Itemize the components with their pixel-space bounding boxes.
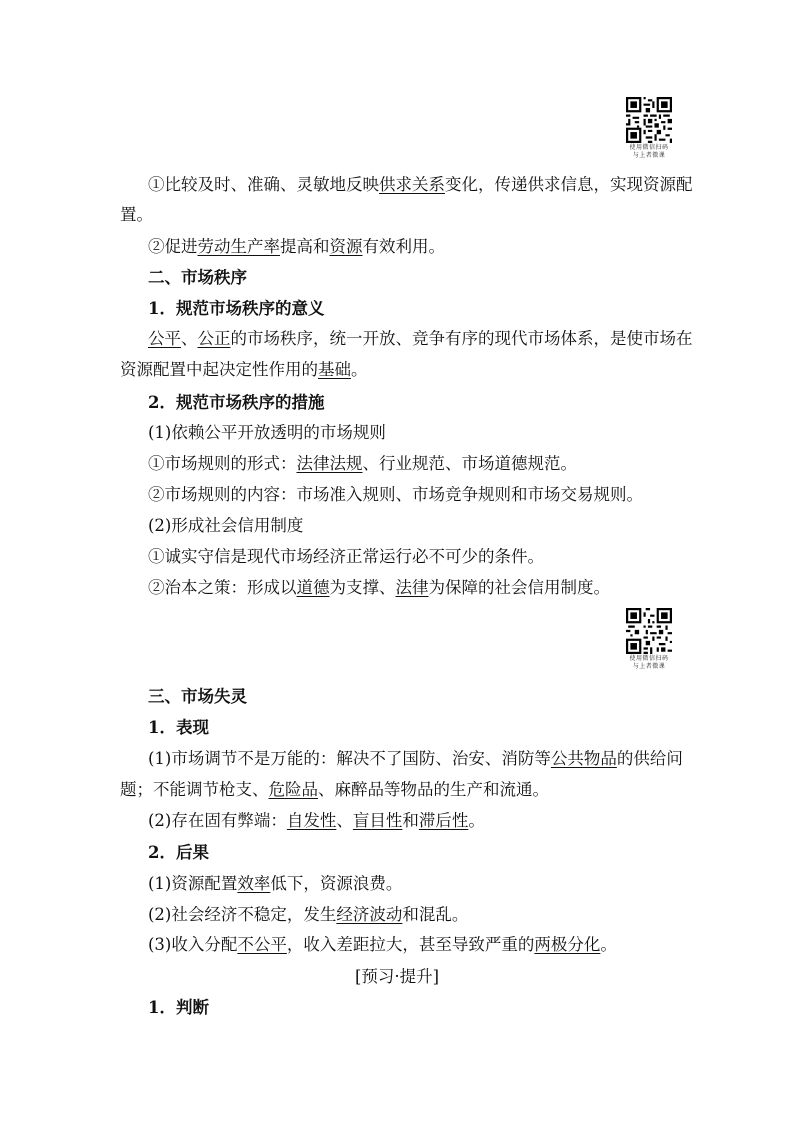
paragraph-line: (1)依赖公平开放透明的市场规则 — [148, 423, 386, 442]
paragraph-line: (1)资源配置效率低下，资源浪费。 — [148, 874, 403, 893]
blank-answer: 效率 — [237, 874, 271, 893]
blank-answer: 公正 — [197, 329, 231, 348]
blank-answer: 基础 — [318, 360, 351, 379]
blank-answer: 供求关系 — [379, 175, 445, 194]
blank-answer: 危险品 — [268, 780, 318, 799]
blank-answer: 法律 — [395, 578, 429, 597]
blank-answer: 道德 — [296, 578, 330, 597]
paragraph-line: (2)形成社会信用制度 — [148, 516, 304, 535]
blank-answer: 不公平 — [237, 935, 287, 954]
blank-answer: 劳动生产率 — [197, 237, 280, 256]
blank-answer: 资源 — [329, 237, 363, 256]
blank-answer: 公平 — [148, 329, 181, 348]
qr-code-top[interactable] — [626, 97, 672, 160]
paragraph-line: 题；不能调节枪支、危险品、麻醉品等物品的生产和流通。 — [120, 780, 549, 799]
qr-caption: 使用微信扫码 与上者微课 — [629, 144, 669, 159]
blank-answer: 滞后性 — [418, 811, 469, 830]
paragraph-line: ①市场规则的形式：法律法规、行业规范、市场道德规范。 — [148, 454, 577, 473]
paragraph-line: 置。 — [120, 205, 153, 224]
paragraph-line: ②治本之策：形成以道德为支撑、法律为保障的社会信用制度。 — [148, 578, 610, 597]
qr-code-image — [626, 608, 672, 654]
practice-heading: [预习·提升] — [354, 967, 440, 986]
section-heading: 二、市场秩序 — [148, 268, 247, 287]
blank-answer: 两极分化 — [534, 935, 601, 954]
qr-code-image — [626, 97, 672, 143]
paragraph-line: (2)社会经济不稳定，发生经济波动和混乱。 — [148, 905, 469, 924]
paragraph-line: 资源配置中起决定性作用的基础。 — [120, 360, 368, 379]
blank-answer: 自发性 — [286, 811, 337, 830]
paragraph-line: (3)收入分配不公平，收入差距拉大，甚至导致严重的两极分化。 — [148, 935, 617, 954]
subsection-heading: 2．后果 — [148, 843, 209, 862]
subsection-heading: 2．规范市场秩序的措施 — [148, 393, 325, 412]
subsection-heading: 1．判断 — [148, 998, 209, 1017]
blank-answer: 盲目性 — [352, 811, 403, 830]
paragraph-line: ②市场规则的内容：市场准入规则、市场竞争规则和市场交易规则。 — [148, 485, 643, 504]
section-heading: 三、市场失灵 — [148, 687, 247, 706]
paragraph-line: (2)存在固有弊端：自发性、盲目性和滞后性。 — [148, 811, 485, 830]
paragraph-line: ①诚实守信是现代市场经济正常运行必不可少的条件。 — [148, 547, 544, 566]
qr-caption: 使用微信扫码 与上者微课 — [629, 655, 669, 670]
paragraph-line: ①比较及时、准确、灵敏地反映供求关系变化，传递供求信息，实现资源配 — [148, 175, 693, 194]
qr-code-middle[interactable] — [626, 608, 672, 671]
blank-answer: 法律法规 — [296, 454, 363, 473]
paragraph-line: ②促进劳动生产率提高和资源有效利用。 — [148, 237, 445, 256]
subsection-heading: 1．规范市场秩序的意义 — [148, 299, 325, 318]
blank-answer: 经济波动 — [336, 905, 403, 924]
blank-answer: 公共物品 — [550, 749, 617, 768]
paragraph-line: 公平、公正的市场秩序，统一开放、竞争有序的现代市场体系，是使市场在 — [148, 329, 693, 348]
subsection-heading: 1．表现 — [148, 718, 209, 737]
paragraph-line: (1)市场调节不是万能的：解决不了国防、治安、消防等公共物品的供给问 — [148, 749, 683, 768]
